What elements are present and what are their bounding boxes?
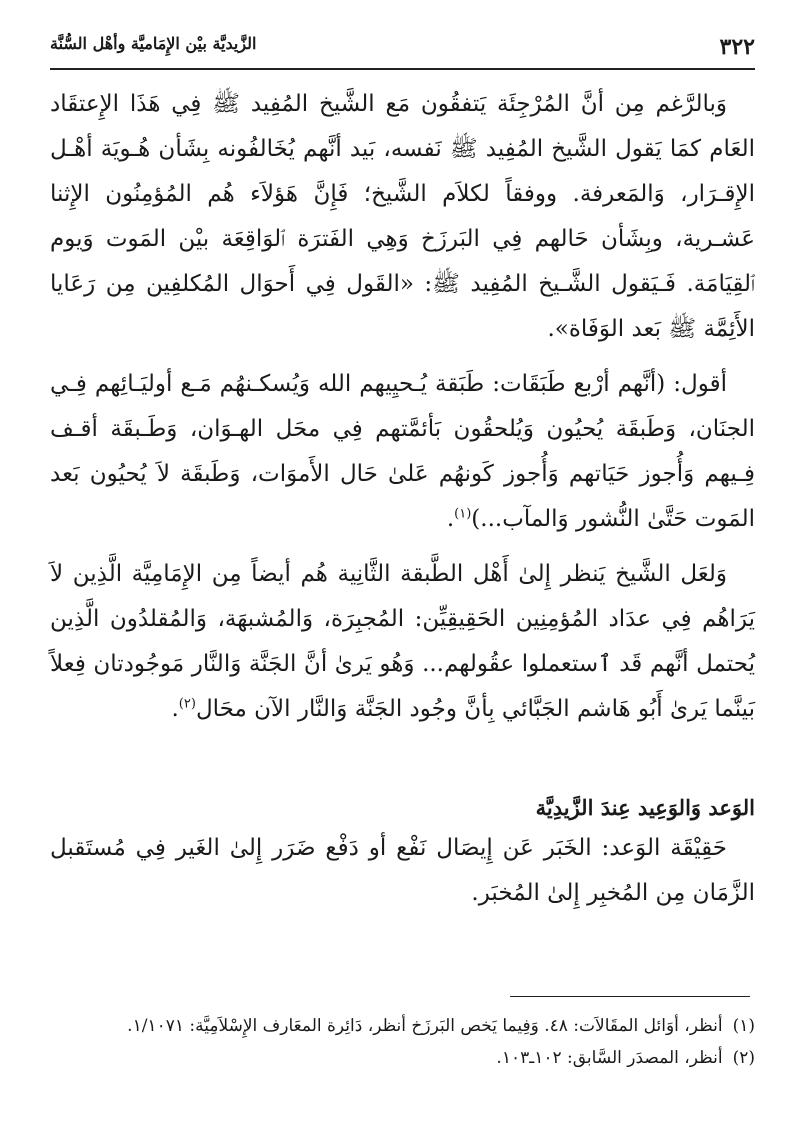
body-text	[50, 82, 755, 922]
section-gap	[50, 738, 755, 790]
footnote-1	[50, 1010, 755, 1042]
footnote-ref-2[interactable]: (٢)	[178, 696, 196, 712]
paragraph-analysis	[50, 552, 755, 732]
footnote-divider	[510, 996, 750, 997]
paragraph-quote	[50, 362, 755, 542]
page-number: ٣٢٢	[719, 34, 755, 60]
paragraph-definition: حَقِيْقَة الوَعد: الخَبَر عَن إِيصَال نَفْع أو دَفْع ضَرَر إِلىٰ الغَير فِي مُستَقبل الزَّمَان مِن المُخبِر إِلىٰ المُخبَر.	[50, 835, 755, 906]
analysis-text: وَلعَل الشَّيخ يَنظر إِلىٰ أَهْل الطَّبقة الثَّانِية هُم أيضاً مِن الإِمَامِيَّة الَّذِين لاَ يَرَاهُم فِي عدَاد المُؤمِنِين الحَقِيقِيِّن: المُجبِرَة، وَالمُشبهَة، وَالمُقلدُون الَّذِين يُحتمل أنَّهم قَد ٱستعملوا عقُولهم... وَهُو يَرىٰ أنَّ الجَنَّة وَالنَّار مَوجُودتان فِعلاً بَينَّما يَرىٰ أَبُو هَاشم الجَبَّائي بِأنَّ وجُود الجَنَّة وَالنَّار الآن محَال	[50, 561, 755, 722]
paragraph-intro: وَبالرَّغم مِن أنَّ المُرْجِئَة يَتفقُون مَع الشَّيخ المُفِيد ﷺ فِي هَذَا الإِعتقَاد العَام كمَا يَقول الشَّيخ المُفِيد ﷺ نَفسه، بَيد أنَّهم يُخَالفُونه بِشَأن هُـويَة أهْـل الإِقـرَار، وَالمَعرفة. ووفقاً لكلاَم الشَّيخ؛ فَإِنَّ هَؤلاَء هُم المُؤمِنُون الإِثنا عَشـرية، وبِشَأن حَالهم فِي البَرزَخ وَهِي الفَترَة ٱلوَاقِعَة بيْن المَوت وَيوم ٱلقِيَامَة. فَـيَقول الشَّـيخ المُفِيد ﷺ: «القَول فِي أَحوَال المُكلفِين مِن رَعَايا الأَئِمَّة ﷺ بَعد الوَفَاة».	[50, 91, 756, 342]
quote-end-punct: .	[446, 506, 455, 532]
footnote-ref-1[interactable]: (١)	[454, 506, 472, 522]
footnote-number: (٢)	[732, 1048, 755, 1068]
analysis-end-punct: .	[171, 696, 179, 722]
footnote-2	[50, 1042, 755, 1074]
section-heading: الوَعد وَالوَعِيد عِندَ الزَّيدِيَّة	[535, 795, 755, 820]
footnote-number: (١)	[732, 1016, 755, 1036]
running-title: الزَّيديَّة بيْن الإِمَاميَّة وأهْل السُّنَّة	[50, 34, 257, 53]
page-header	[50, 34, 755, 70]
footnote-text: أنظر، أوَائل المقَالاَت: ٤٨. وَفِيما يَخص البَرزَخ أنظر، دَائِرة المعَارف الإِسْلاَمِيَّة: ١/١٠٧١.	[127, 1016, 723, 1036]
quote-text: أقول: (أنَّهم أرْبع طَبَقَات: طَبَقة يُـحيِيهم الله وَيُسكـنهُم مَـع أوليَـائِهم فِـي الجنَان، وَطَبقَة يُحيُون وَيُلحقُون بَأئمَّتهم فِي محَل الهـوَان، وَطَـبقَة أقـف فِـيهم وَأُجوز حَيَاتهم وَأُجوز كَونهُم عَلىٰ حَال الأَموَات، وَطَبقَة لاَ يُحيُون بَعد المَوت حَتَّىٰ النُّشور وَالمآب...)	[50, 371, 755, 532]
footnote-text: أنظر، المصدَر السَّابق: ١٠٢ـ١٠٣.	[496, 1048, 723, 1068]
footnotes	[50, 1010, 755, 1074]
